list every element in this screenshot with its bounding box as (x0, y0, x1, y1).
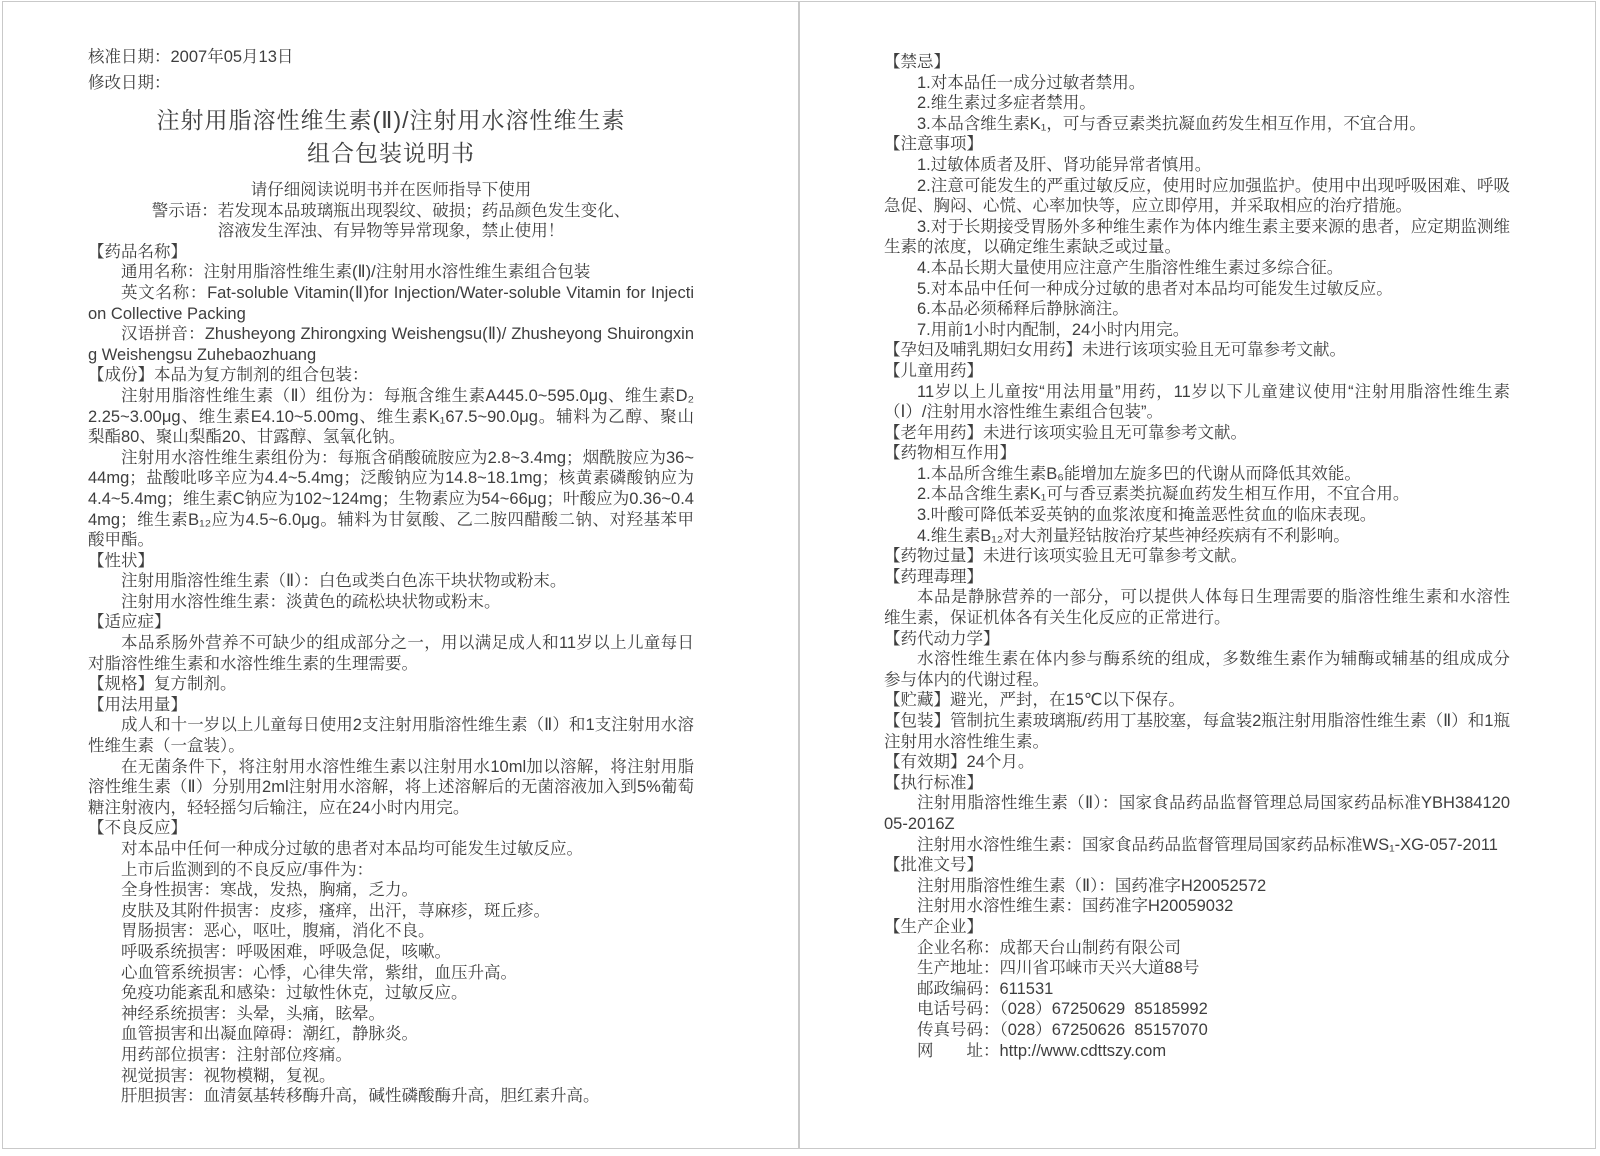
doc-paragraph: 【药代动力学】 (884, 629, 1000, 648)
doc-paragraph: 心血管系统损害：心悸，心律失常，紫绀，血压升高。 (121, 963, 517, 982)
doc-paragraph: 【执行标准】 (884, 773, 983, 792)
doc-paragraph: 3.本品含维生素K₁，可与香豆素类抗凝血药发生相互作用，不宜合用。 (917, 114, 1426, 133)
doc-paragraph: 视觉损害：视物模糊，复视。 (121, 1066, 336, 1085)
doc-paragraph: 神经系统损害：头晕，头痛，眩晕。 (121, 1004, 385, 1023)
drug-title: 注射用脂溶性维生素(Ⅱ)/注射用水溶性维生素 (156, 107, 626, 133)
doc-paragraph: 皮肤及其附件损害：皮疹，瘙痒，出汗，荨麻疹，斑丘疹。 (121, 901, 550, 920)
doc-paragraph: 水溶性维生素在体内参与酶系统的组成，多数维生素作为辅酶或辅基的组成成分参与体内的代谢过程。 (884, 650, 1510, 689)
doc-paragraph: 【禁忌】 (884, 53, 950, 71)
doc-paragraph: 生产地址：四川省邛崃市天兴大道88号 (917, 959, 1200, 978)
doc-paragraph: 注射用水溶性维生素：国药准字H20059032 (917, 897, 1234, 916)
doc-paragraph: 呼吸系统损害：呼吸困难，呼吸急促，咳嗽。 (121, 942, 451, 961)
doc-paragraph: 5.对本品中任何一种成分过敏的患者对本品均可能发生过敏反应。 (917, 279, 1393, 298)
doc-paragraph: 上市后监测到的不良反应/事件为： (121, 860, 374, 879)
right-page-body (884, 52, 1510, 1061)
revision-date: 修改日期： (88, 74, 171, 92)
doc-paragraph: 【用法用量】 (88, 695, 187, 714)
doc-paragraph: 【规格】复方制剂。 (88, 675, 237, 694)
doc-paragraph: 1.过敏体质者及肝、肾功能异常者慎用。 (917, 155, 1212, 174)
doc-paragraph: 邮政编码：611531 (917, 979, 1054, 998)
doc-paragraph: 2.注意可能发生的严重过敏反应，使用时应加强监护。使用中出现呼吸困难、呼吸急促、胸闷、心慌、心率加快等，应立即停用，并采取相应的治疗措施。 (884, 176, 1510, 216)
doc-paragraph: 企业名称：成都天台山制药有限公司 (917, 938, 1181, 957)
warning-text-1: 警示语：若发现本品玻璃瓶出现裂纹、破损；药品颜色发生变化、 (151, 201, 631, 220)
doc-paragraph: 注射用水溶性维生素：国家食品药品监督管理局国家药品标准WS₁-XG-057-2011 (917, 835, 1498, 854)
drug-subtitle: 组合包装说明书 (307, 140, 475, 166)
doc-paragraph: 肝胆损害：血清氨基转移酶升高，碱性磷酸酶升高，胆红素升高。 (121, 1087, 600, 1106)
doc-paragraph: 2.本品含维生素K₁可与香豆素类抗凝血药发生相互作用，不宜合用。 (917, 485, 1410, 504)
doc-paragraph: 11岁以上儿童按“用法用量”用药，11岁以下儿童建议使用“注射用脂溶性维生素（Ⅰ）/注射用水溶性维生素组合包装”。 (884, 382, 1510, 422)
doc-paragraph: 注射用脂溶性维生素（Ⅱ）：国家食品药品监督管理总局国家药品标准YBH38412005-2016Z (884, 794, 1510, 833)
page-left (88, 0, 694, 1107)
doc-paragraph: 本品是静脉营养的一部分，可以提供人体每日生理需要的脂溶性维生素和水溶性维生素，保证机体各有关生化反应的正常进行。 (884, 588, 1510, 628)
doc-paragraph: 【药物相互作用】 (884, 444, 1016, 463)
doc-paragraph: 全身性损害：寒战，发热，胸痛，乏力。 (121, 881, 418, 900)
doc-paragraph: 【孕妇及哺乳期妇女用药】未进行该项实验且无可靠参考文献。 (884, 341, 1346, 360)
doc-paragraph: 【批准文号】 (884, 856, 983, 875)
doc-paragraph: 1.对本品任一成分过敏者禁用。 (917, 73, 1146, 92)
doc-paragraph: 注射用水溶性维生素组份为：每瓶含硝酸硫胺应为2.8~3.4mg；烟酰胺应为36~44mg；盐酸吡哆辛应为4.4~5.4mg；泛酸钠应为14.8~18.1mg；核黄素磷酸钠应为4.4~5.4mg；维生素C钠应为102~124mg；生物素应为54~66μg；叶酸应为0.36~0.44mg；维生素B₁₂应为4.5~6.0μg。辅料为甘氨酸、乙二胺四醋酸二钠、对羟基苯甲酸甲酯。 (88, 448, 694, 550)
doc-paragraph: 胃肠损害：恶心，呕吐，腹痛，消化不良。 (121, 922, 435, 941)
doc-paragraph: 【药理毒理】 (884, 567, 983, 586)
doc-paragraph: 【性状】 (88, 551, 154, 570)
left-page-body (88, 242, 694, 1107)
warning-text-2: 溶液发生浑浊、有异物等异常现象，禁止使用！ (217, 222, 565, 241)
doc-paragraph: 【包装】管制抗生素玻璃瓶/药用丁基胶塞，每盒装2瓶注射用脂溶性维生素（Ⅱ）和1瓶注射用水溶性维生素。 (884, 712, 1510, 751)
page-right (884, 0, 1510, 1061)
doc-paragraph: 3.对于长期接受胃肠外多种维生素作为体内维生素主要来源的患者，应定期监测维生素的浓度，以确定维生素缺乏或过量。 (884, 217, 1510, 257)
doc-paragraph: 7.用前1小时内配制，24小时内用完。 (917, 320, 1190, 339)
doc-paragraph: 传真号码：（028）67250626 85157070 (917, 1020, 1208, 1039)
approval-date: 核准日期：2007年05月13日 (88, 48, 294, 66)
doc-paragraph: 6.本品必须稀释后静脉滴注。 (917, 300, 1129, 319)
doc-paragraph: 【儿童用药】 (884, 361, 983, 380)
doc-paragraph: 注射用脂溶性维生素（Ⅱ）：国药准字H20052572 (917, 876, 1267, 895)
page-fold-divider (798, 1, 800, 1149)
doc-paragraph: 注射用脂溶性维生素（Ⅱ）组份为：每瓶含维生素A445.0~595.0μg、维生素D₂2.25~3.00μg、维生素E4.10~5.00mg、维生素K₁67.5~90.0μg。辅料为乙醇、聚山梨酯80、聚山梨酯20、甘露醇、氢氧化钠。 (88, 386, 694, 447)
doc-paragraph: 3.叶酸可降低苯妥英钠的血浆浓度和掩盖恶性贫血的临床表现。 (917, 506, 1377, 525)
reading-advice: 请仔细阅读说明书并在医师指导下使用 (250, 181, 532, 199)
doc-paragraph: 注射用脂溶性维生素（Ⅱ）：白色或类白色冻干块状物或粉末。 (121, 572, 567, 591)
doc-paragraph: 【贮藏】避光，严封，在15℃以下保存。 (884, 691, 1185, 710)
doc-paragraph: 免疫功能紊乱和感染：过敏性休克，过敏反应。 (121, 984, 468, 1003)
doc-paragraph: 本品系肠外营养不可缺少的组成部分之一，用以满足成人和11岁以上儿童每日对脂溶性维生素和水溶性维生素的生理需要。 (88, 634, 694, 673)
doc-paragraph: 用药部位损害：注射部位疼痛。 (121, 1045, 352, 1064)
doc-paragraph: 【老年用药】未进行该项实验且无可靠参考文献。 (884, 423, 1247, 442)
doc-paragraph: 注射用水溶性维生素：淡黄色的疏松块状物或粉末。 (121, 592, 501, 611)
doc-paragraph: 【注意事项】 (884, 135, 983, 154)
doc-paragraph: 【药品名称】 (88, 242, 187, 261)
doc-paragraph: 对本品中任何一种成分过敏的患者对本品均可能发生过敏反应。 (121, 840, 583, 858)
doc-paragraph: 英文名称：Fat-soluble Vitamin(Ⅱ)for Injection/Water-soluble Vitamin for Injection Collective Packing (88, 283, 694, 323)
doc-paragraph: 电话号码：（028）67250629 85185992 (917, 1000, 1208, 1019)
doc-paragraph: 成人和十一岁以上儿童每日使用2支注射用脂溶性维生素（Ⅱ）和1支注射用水溶性维生素（一盒装）。 (88, 716, 694, 756)
doc-paragraph: 血管损害和出凝血障碍：潮红，静脉炎。 (121, 1025, 418, 1044)
doc-paragraph: 1.本品所含维生素B₆能增加左旋多巴的代谢从而降低其效能。 (917, 464, 1361, 483)
doc-paragraph: 【适应症】 (88, 613, 171, 632)
doc-paragraph: 在无菌条件下，将注射用水溶性维生素以注射用水10ml加以溶解，将注射用脂溶性维生素（Ⅱ）分别用2ml注射用水溶解，将上述溶解后的无菌溶液加入到5%葡萄糖注射液内，轻轻摇匀后输注，应在24小时内用完。 (88, 757, 694, 817)
doc-paragraph: 【生产企业】 (884, 917, 983, 936)
doc-paragraph: 【成份】本品为复方制剂的组合包装： (88, 366, 369, 385)
doc-paragraph: 4.本品长期大量使用应注意产生脂溶性维生素过多综合征。 (917, 258, 1344, 277)
doc-paragraph: 2.维生素过多症者禁用。 (917, 94, 1096, 113)
doc-paragraph: 【有效期】24个月。 (884, 753, 1035, 772)
doc-paragraph: 汉语拼音：Zhusheyong Zhirongxing Weishengsu(Ⅱ)/ Zhusheyong Shuirongxing Weishengsu Zuhebaozhuang (88, 325, 694, 364)
doc-paragraph: 【不良反应】 (88, 819, 187, 838)
doc-paragraph: 4.维生素B₁₂对大剂量羟钴胺治疗某些神经疾病有不利影响。 (917, 526, 1350, 545)
doc-paragraph: 【药物过量】未进行该项实验且无可靠参考文献。 (884, 547, 1247, 566)
doc-paragraph: 网 址：http://www.cdttszy.com (917, 1041, 1167, 1060)
doc-paragraph: 通用名称：注射用脂溶性维生素(Ⅱ)/注射用水溶性维生素组合包装 (121, 263, 591, 282)
